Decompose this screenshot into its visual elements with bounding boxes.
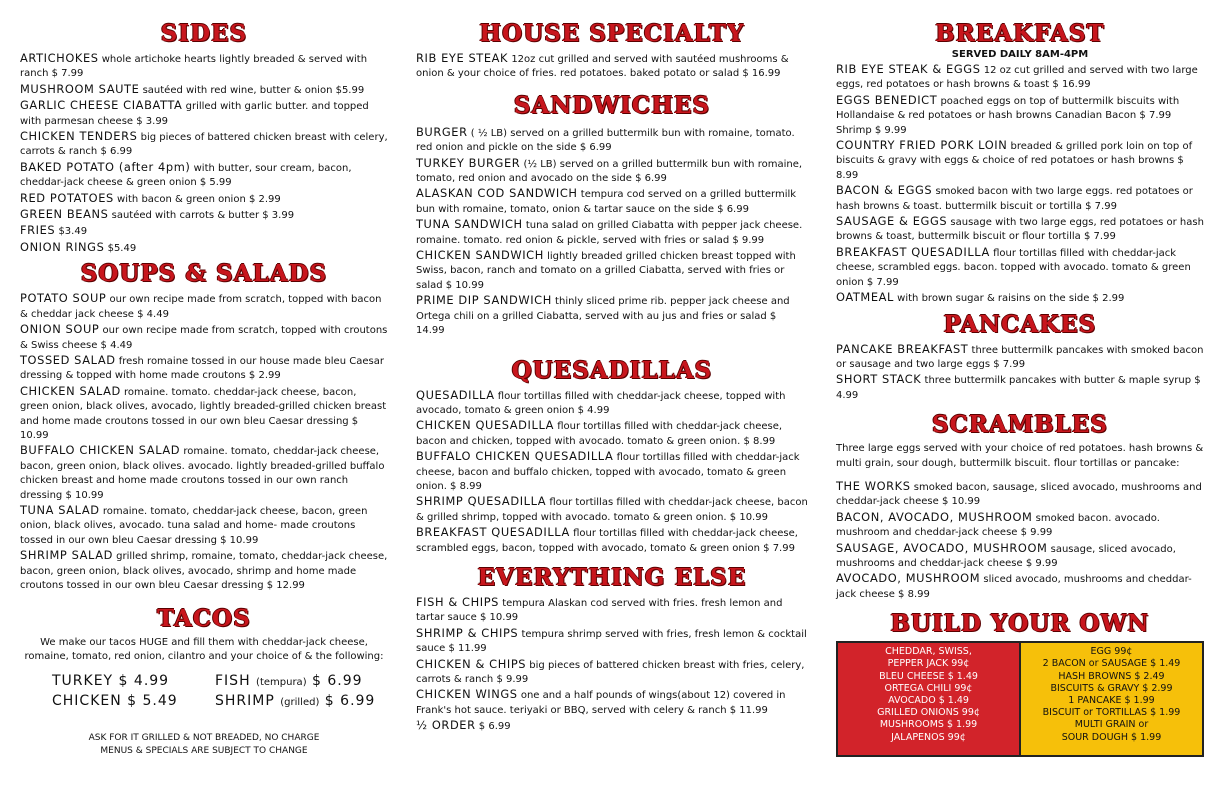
byo-option: GRILLED ONIONS 99¢	[877, 707, 980, 719]
menu-item-description: tuna salad on grilled Ciabatta with pepper jack cheese. romaine. tomato. red onion & pickle, served with fries or salad $ 9.99	[416, 220, 803, 246]
menu-item	[20, 82, 388, 98]
menu-item-description: thinly sliced prime rib. pepper jack cheese and Ortega chili on a grilled Ciabatta, served with au jus and fries or salad $ 14.99	[416, 296, 790, 337]
byo-option: CHEDDAR, SWISS,	[885, 646, 972, 658]
menu-item-name: BURGER	[416, 124, 468, 139]
pancakes-heading: PANCAKES	[943, 310, 1097, 338]
menu-item-description: romaine. tomato. cheddar-jack cheese, bacon, green onion, black olives, avocado, lightly breaded-grilled chicken breast and home made croutons tossed in our own bleu Caesar dressing $ 10.99	[20, 386, 387, 441]
menu-item-name: RIB EYE STEAK & EGGS	[836, 62, 981, 76]
menu-item	[20, 322, 388, 353]
menu-item	[836, 183, 1204, 214]
byo-option: SOUR DOUGH $ 1.99	[1061, 731, 1162, 743]
menu-item-name: RED POTATOES	[20, 190, 114, 205]
menu-item	[20, 353, 388, 384]
menu-item-description: tempura cod served on a grilled buttermilk bun with romaine, tomato, onion & tartar sauce on the side $ 6.99	[416, 189, 797, 215]
menu-item	[836, 541, 1204, 572]
byo-option: MUSHROOMS $ 1.99	[879, 719, 978, 731]
menu-item-name: ALASKAN COD SANDWICH	[416, 186, 578, 201]
byo-option: EGG 99¢	[1090, 646, 1133, 658]
menu-item-description: $3.49	[55, 226, 88, 238]
menu-item-description: 12 oz cut grilled and served with two large eggs, red potatoes or hash browns & toast $ 16.99	[836, 65, 1198, 91]
menu-item-name: ARTICHOKES	[20, 51, 99, 65]
menu-item	[20, 291, 388, 322]
sides-list	[20, 51, 388, 256]
menu-column-middle	[416, 20, 808, 735]
menu-item-name: PRIME DIP SANDWICH	[416, 293, 552, 308]
menu-item-name: SAUSAGE & EGGS	[836, 214, 948, 229]
menu-item-description: whole artichoke hearts lightly breaded & served with ranch $ 7.99	[20, 54, 368, 80]
menu-item-description: sliced avocado, mushrooms and cheddar-jack cheese $ 8.99	[836, 574, 1192, 600]
menu-item	[416, 525, 808, 556]
scrambles-heading: SCRAMBLES	[931, 411, 1109, 439]
menu-item-name: TUNA SANDWICH	[416, 217, 523, 232]
menu-item-description: our own recipe made from scratch, topped with croutons & Swiss cheese $ 4.49	[20, 325, 388, 351]
menu-item-description: smoked bacon, sausage, sliced avocado, mushrooms and cheddar-jack cheese $ 10.99	[836, 481, 1202, 508]
menu-column-right	[836, 20, 1204, 757]
menu-item-description: flour tortillas filled with cheddar-jack cheese, bacon and buffalo chicken, topped with avocado, tomato & green onion. $ 8.99	[416, 452, 800, 492]
menu-item-name: SHRIMP & CHIPS	[416, 625, 519, 640]
menu-item	[836, 372, 1204, 403]
menu-item-description: $ 6.99	[475, 721, 511, 733]
menu-item-description: breaded & grilled pork loin on top of biscuits & gravy with eggs & choice of red potatoes or hash browns $ 8.99	[836, 141, 1193, 181]
menu-item-description: romaine. tomato, cheddar-jack cheese, bacon, green onion, black olives. avocado. lightly breaded-grilled buffalo chicken breast and home made croutons tossed in our own ranch dressing $ 10.99	[20, 446, 385, 501]
menu-item-description: $5.49	[104, 242, 137, 254]
byo-option: JALAPENOS 99¢	[891, 731, 966, 743]
menu-item-description: grilled shrimp, romaine, tomato, cheddar-jack cheese, bacon, green onion, black olives, avocado, shrimp and home made croutons tossed in our own bleu Caesar dressing $ 12.99	[20, 551, 388, 591]
menu-item	[416, 388, 808, 419]
menu-item	[20, 240, 388, 256]
menu-item-name: SAUSAGE, AVOCADO, MUSHROOM	[836, 540, 1048, 555]
build-your-own-heading: BUILD YOUR OWN	[890, 610, 1150, 638]
tacos-prices	[20, 672, 388, 712]
menu-item-name: BUFFALO CHICKEN QUESADILLA	[416, 449, 614, 464]
menu-item-name: BAKED POTATO (after 4pm)	[20, 159, 191, 174]
menu-item-description: flour tortillas filled with cheddar-jack cheese, topped with avocado, tomato & green onion $ 4.99	[416, 390, 786, 416]
menu-item	[836, 571, 1204, 602]
menu-item-name: SHRIMP SALAD	[20, 548, 113, 563]
menu-item-name: QUESADILLA	[416, 387, 495, 402]
menu-item-description: tempura shrimp served with fries, fresh lemon & cocktail sauce $ 11.99	[416, 628, 807, 655]
menu-item-name: BREAKFAST QUESADILLA	[836, 244, 990, 259]
everything-else-heading: EVERYTHING ELSE	[477, 563, 747, 591]
menu-item-name: CHICKEN TENDERS	[20, 129, 138, 144]
menu-item	[836, 62, 1204, 93]
menu-item-name: GREEN BEANS	[20, 207, 109, 222]
menu-item-name: CHICKEN WINGS	[416, 687, 518, 702]
menu-item	[416, 293, 808, 338]
menu-item-name: BACON & EGGS	[836, 183, 933, 198]
menu-item-description: (½ LB) served on a grilled buttermilk bun with romaine, tomato, red onion and avocado on the side $ 6.99	[416, 158, 803, 185]
menu-item-name: CHICKEN SALAD	[20, 383, 121, 398]
menu-item-description: grilled with garlic butter. and topped with parmesan cheese $ 3.99	[20, 101, 369, 127]
byo-option: 2 BACON or SAUSAGE $ 1.49	[1042, 658, 1181, 670]
menu-item-name: TUNA SALAD	[20, 502, 100, 517]
menu-footnote: ASK FOR IT GRILLED & NOT BREADED, NO CHARGE MENUS & SPECIALS ARE SUBJECT TO CHANGE	[88, 733, 320, 757]
menu-item-description: tempura Alaskan cod served with fries. fresh lemon and tartar sauce $ 10.99	[416, 597, 783, 624]
menu-item-name: MUSHROOM SAUTE	[20, 81, 140, 96]
pancakes-list	[836, 342, 1204, 404]
taco-chicken: CHICKEN $ 5.49	[52, 693, 178, 710]
tacos-heading: TACOS	[157, 605, 251, 633]
scrambles-intro: Three large eggs served with your choice of red potatoes. hash browns & multi grain, sour dough, buttermilk biscuit. flour tortillas or pancake:	[836, 443, 1204, 469]
menu-item-name: FRIES	[20, 223, 56, 238]
menu-item	[416, 248, 808, 293]
menu-item-description: 12oz cut grilled and served with sautéed mushrooms & onion & your choice of fries. red potatoes. baked potato or salad $ 16.99	[416, 54, 789, 80]
menu-item	[20, 503, 388, 548]
menu-item-description: flour tortillas filled with cheddar-jack cheese, scrambled eggs, bacon, topped with avocado, tomato & green onion $ 7.99	[416, 528, 798, 554]
menu-item	[416, 657, 808, 688]
menu-item	[20, 207, 388, 223]
menu-item-description: one and a half pounds of wings(about 12) covered in Frank's hot sauce. teriyaki or BBQ, served with celery & ranch $ 11.99	[416, 690, 786, 716]
menu-item-name: SHORT STACK	[836, 372, 922, 387]
menu-item	[836, 245, 1204, 290]
menu-item	[20, 548, 388, 593]
menu-item-description: romaine. tomato, cheddar-jack cheese, bacon, green onion, black olives, avocado. tuna salad and home- made croutons tossed in our own bleu Caesar dressing $ 10.99	[20, 505, 368, 546]
menu-item-name: SHRIMP QUESADILLA	[416, 494, 547, 509]
taco-shrimp: SHRIMP (grilled) $ 6.99	[215, 693, 376, 710]
byo-option: AVOCADO $ 1.49	[888, 695, 969, 706]
everything-else-list	[416, 595, 808, 735]
menu-item	[416, 217, 808, 248]
menu-item	[20, 384, 388, 444]
menu-item-name: BACON, AVOCADO, MUSHROOM	[836, 509, 1033, 524]
menu-item	[20, 160, 388, 191]
menu-item	[836, 138, 1204, 183]
sandwiches-list	[416, 125, 808, 339]
menu-item-name: THE WORKS	[836, 478, 911, 493]
menu-item	[416, 687, 808, 718]
menu-item-name: RIB EYE STEAK	[416, 51, 509, 65]
menu-item-description: flour tortillas filled with cheddar-jack cheese, bacon & grilled shrimp, topped with avocado. tomato & green onion. $ 10.99	[416, 497, 808, 523]
menu-item	[836, 510, 1204, 541]
quesadillas-list	[416, 388, 808, 556]
menu-item-description: ( ½ LB) served on a grilled buttermilk bun with romaine, tomato. red onion and pickle on the side $ 6.99	[416, 127, 795, 154]
taco-fish: FISH (tempura) $ 6.99	[215, 673, 363, 690]
menu-item-description: poached eggs on top of buttermilk biscuits with Hollandaise & red potatoes or hash browns Canadian Bacon $ 7.99 Shrimp $ 9.99	[836, 95, 1180, 136]
taco-turkey: TURKEY $ 4.99	[52, 673, 170, 690]
menu-item-description: fresh romaine tossed in our house made bleu Caesar dressing & topped with home made croutons $ 2.99	[20, 355, 384, 382]
menu-item-description: sausage, sliced avocado, mushrooms and cheddar-jack cheese $ 9.99	[836, 543, 1176, 569]
menu-item	[416, 125, 808, 156]
menu-item-name: CHICKEN SANDWICH	[416, 248, 544, 263]
byo-option: MULTI GRAIN or	[1074, 719, 1149, 731]
menu-item-name: GARLIC CHEESE CIABATTA	[20, 98, 183, 113]
menu-item-description: three buttermilk pancakes with butter & maple syrup $ 4.99	[836, 375, 1201, 401]
menu-item-name: FISH & CHIPS	[416, 594, 500, 609]
menu-item	[20, 191, 388, 207]
menu-item-description: smoked bacon. avocado. mushroom and cheddar-jack cheese $ 9.99	[836, 512, 1160, 539]
menu-item-description: flour tortillas filled with cheddar-jack cheese, scrambled eggs. bacon. topped with avocado. tomato & green onion $ 7.99	[836, 247, 1191, 288]
menu-item	[416, 595, 808, 626]
menu-item	[416, 718, 808, 734]
menu-item	[20, 443, 388, 503]
byo-option: 1 PANCAKE $ 1.99	[1068, 695, 1155, 706]
menu-item-description: flour tortillas filled with cheddar-jack cheese, bacon and chicken, topped with avocado. tomato & green onion. $ 8.99	[416, 421, 783, 447]
soups-salads-heading: SOUPS & SALADS	[80, 260, 328, 288]
house-specialty-heading: HOUSE SPECIALTY	[479, 20, 745, 47]
byo-option: BLEU CHEESE $ 1.49	[879, 670, 978, 682]
menu-item	[416, 418, 808, 449]
menu-item-description: sautéed with red wine, butter & onion $5.99	[139, 84, 365, 96]
byo-toppings-box	[838, 643, 1021, 755]
sandwiches-heading: SANDWICHES	[513, 91, 711, 119]
menu-item-name: ONION RINGS	[20, 239, 105, 254]
menu-item	[416, 626, 808, 657]
menu-item	[416, 156, 808, 187]
menu-item-name: POTATO SOUP	[20, 291, 107, 306]
menu-item-description: big pieces of battered chicken breast with fries, celery, carrots & ranch $ 9.99	[416, 659, 805, 685]
menu-item	[836, 479, 1204, 510]
byo-option: PEPPER JACK 99¢	[887, 658, 970, 670]
breakfast-hours: SERVED DAILY 8AM-4PM	[951, 49, 1089, 60]
menu-item-name: ONION SOUP	[20, 322, 100, 337]
menu-item	[20, 223, 388, 239]
menu-item-description: big pieces of battered chicken breast with celery, carrots & ranch $ 6.99	[20, 132, 388, 158]
menu-item-name: AVOCADO, MUSHROOM	[836, 571, 981, 586]
menu-item-name: BUFFALO CHICKEN SALAD	[20, 443, 181, 458]
menu-item	[836, 290, 1204, 306]
menu-item-name: TURKEY BURGER	[416, 155, 521, 170]
menu-item-description: with butter, sour cream, bacon, cheddar-jack cheese & green onion $ 5.99	[20, 162, 352, 189]
byo-option: BISCUITS & GRAVY $ 2.99	[1050, 682, 1173, 694]
menu-item-description: sausage with two large eggs, red potatoes or hash browns & toast, buttermilk biscuit or flour tortilla $ 7.99	[836, 217, 1204, 243]
menu-item-description: smoked bacon with two large eggs. red potatoes or hash browns & toast. buttermilk biscuit or tortilla $ 7.99	[836, 186, 1193, 212]
menu-item-name: PANCAKE BREAKFAST	[836, 341, 969, 356]
menu-item-name: OATMEAL	[836, 290, 894, 305]
menu-item-description: our own recipe made from scratch, topped with bacon & cheddar jack cheese $ 4.49	[20, 294, 382, 320]
byo-extras-box	[1021, 643, 1202, 755]
breakfast-heading: BREAKFAST	[935, 20, 1105, 47]
menu-item-description: lightly breaded grilled chicken breast topped with Swiss, bacon, ranch and tomato on a grilled Ciabatta, served with fries or salad $ 10.99	[416, 251, 796, 291]
menu-item-name: EGGS BENEDICT	[836, 92, 938, 107]
menu-item-name: CHICKEN & CHIPS	[416, 656, 527, 671]
menu-item	[416, 449, 808, 494]
menu-item-description: three buttermilk pancakes with smoked bacon or sausage and two large eggs $ 7.99	[836, 344, 1204, 370]
soups-salads-list	[20, 291, 388, 593]
menu-item-name: CHICKEN QUESADILLA	[416, 418, 555, 433]
menu-item	[416, 51, 808, 82]
build-your-own-table	[836, 641, 1204, 757]
quesadillas-heading: QUESADILLAS	[511, 356, 713, 384]
menu-item-description: with brown sugar & raisins on the side $ 2.99	[894, 293, 1125, 305]
menu-item-name: COUNTRY FRIED PORK LOIN	[836, 138, 1008, 153]
menu-column-left	[20, 20, 388, 758]
menu-item	[836, 214, 1204, 245]
sides-heading: SIDES	[160, 20, 248, 47]
menu-item-description: sautéed with carrots & butter $ 3.99	[108, 210, 295, 222]
menu-item-name: TOSSED SALAD	[20, 352, 116, 367]
scrambles-list	[836, 479, 1204, 602]
menu-item	[836, 93, 1204, 138]
menu-item	[416, 494, 808, 525]
menu-item-name: BREAKFAST QUESADILLA	[416, 525, 570, 540]
breakfast-list	[836, 62, 1204, 307]
menu-item	[20, 98, 388, 129]
menu-item	[20, 129, 388, 160]
tacos-intro: We make our tacos HUGE and fill them with cheddar-jack cheese, romaine, tomato, red onion, cilantro and your choice of & the following:	[24, 637, 384, 663]
byo-option: HASH BROWNS $ 2.49	[1058, 670, 1165, 682]
menu-item-description: with bacon & green onion $ 2.99	[113, 193, 281, 205]
byo-option: ORTEGA CHILI 99¢	[884, 682, 973, 694]
menu-item	[836, 342, 1204, 373]
byo-option: BISCUIT or TORTILLAS $ 1.99	[1042, 707, 1181, 719]
menu-item-name: ½ ORDER	[416, 718, 476, 733]
menu-item	[416, 186, 808, 217]
menu-item	[20, 51, 388, 82]
house-specialty-list	[416, 51, 808, 82]
